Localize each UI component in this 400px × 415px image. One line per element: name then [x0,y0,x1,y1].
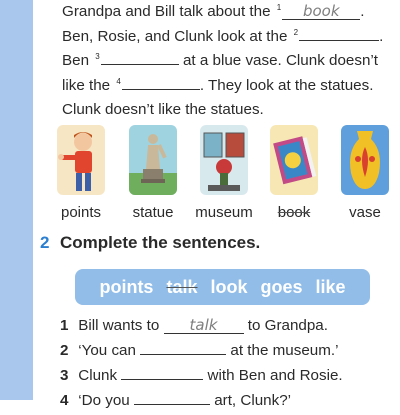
statue-icon [129,125,177,195]
story-passage [62,0,392,123]
sentence-blank-4[interactable] [134,404,210,405]
word-bank-item: points [99,276,154,297]
picture-row [55,125,400,195]
sentence-4: 4 ‘Do you art, Clunk?’ [60,392,292,409]
vase-icon [341,125,389,195]
sentence-blank-3[interactable] [121,379,203,380]
side-strip [0,0,33,400]
sentence-1: 1 Bill wants to talk to Grandpa. [60,316,328,334]
book-icon [270,125,318,195]
passage-line-5: Clunk doesn’t like the statues. [62,101,264,119]
word-bank [75,269,370,305]
sentence-2: 2 ‘You can at the museum.’ [60,342,339,359]
word-bank-item: goes [260,276,303,297]
sentence-3: 3 Clunk with Ben and Rosie. [60,367,343,384]
sentence-answer-1: talk [189,316,218,334]
blank-2[interactable] [299,40,379,41]
exercise-title: Complete the sentences. [60,233,261,252]
boy-pointing-icon [57,125,105,195]
passage-line-4: like the $^4$ . They look at the statues. [62,76,374,94]
picture-label-museum: museum [195,204,253,221]
blank-1[interactable] [282,4,360,20]
word-bank-item: talk [166,276,198,297]
blank-4[interactable] [122,89,200,90]
museum-icon [200,125,248,195]
word-bank-item: like [315,276,346,297]
exercise-number: 2 [40,233,50,252]
picture-label-points: points [60,204,102,221]
picture-label-vase: vase [349,204,381,221]
picture-label-book: book [277,204,311,221]
sentence-blank-2[interactable] [140,354,226,355]
picture-label-statue: statue [132,204,174,221]
passage-line-1: Grandpa and Bill talk about the $^1$ book . [62,2,365,20]
sentence-blank-1[interactable] [164,318,244,334]
passage-line-3: Ben $^3$ at a blue vase. Clunk doesn’t [62,52,378,70]
sentence-list [60,315,390,415]
word-bank-item: look [210,276,248,297]
answer-1: book [302,2,340,20]
passage-line-2: Ben, Rosie, and Clunk look at the $^2$ . [62,27,384,45]
blank-3[interactable] [101,64,179,65]
